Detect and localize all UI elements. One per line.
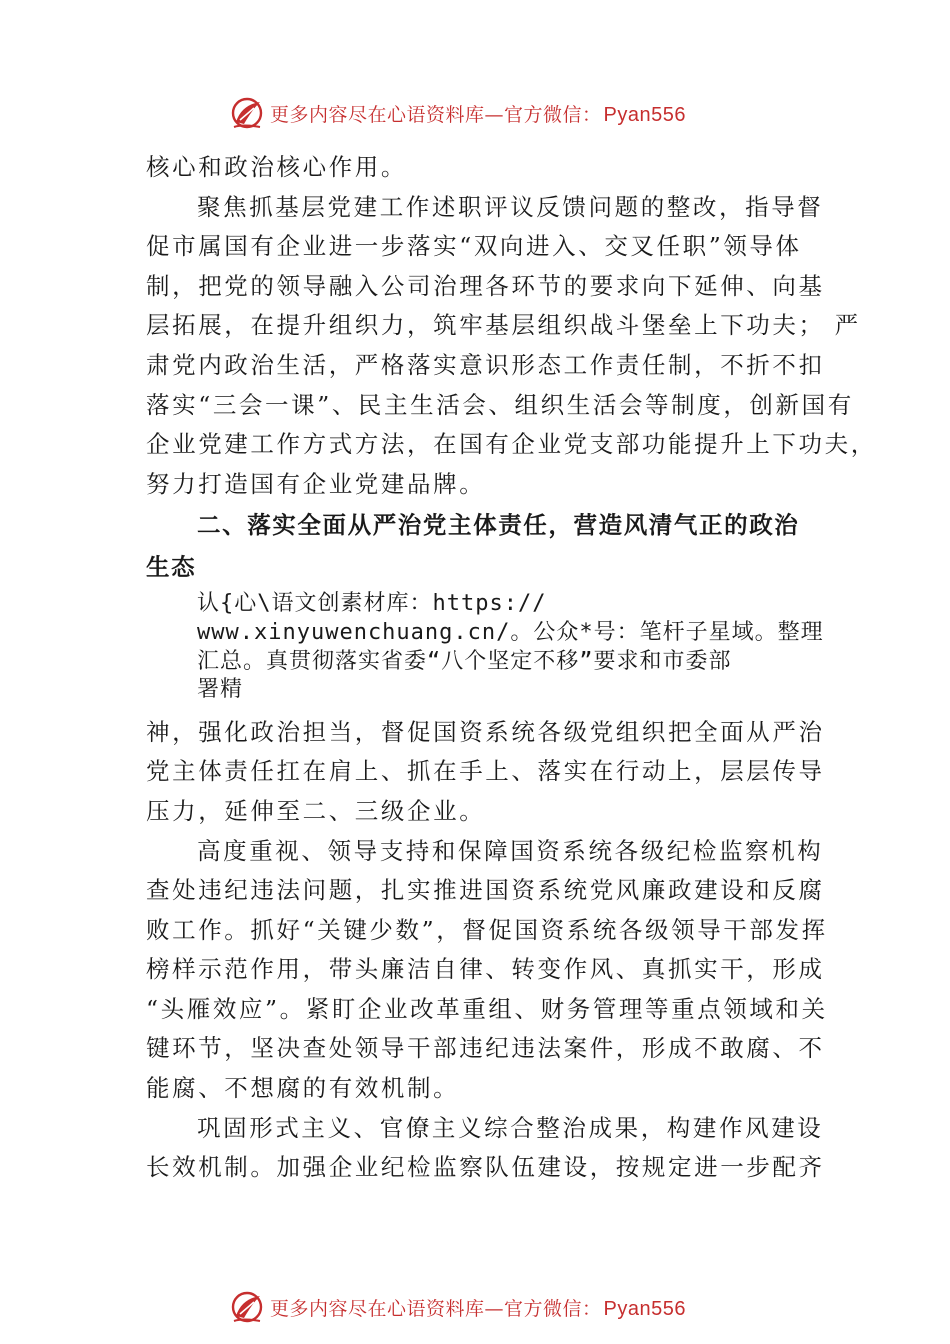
mono-line: 署精 [197, 677, 244, 703]
banner-label: 官方微信： [504, 103, 602, 126]
text-line: 促市属国有企业进一步落实“双向进入、交叉任职”领导体 [146, 232, 802, 261]
document-body [146, 148, 877, 1188]
text-line: 肃党内政治生活，严格落实意识形态工作责任制，不折不扣 [146, 350, 825, 379]
banner-text-group [270, 100, 686, 127]
text-line: 党主体责任扛在肩上、抓在手上、落实在行动上，层层传导 [146, 757, 825, 786]
paragraph-1 [146, 148, 816, 188]
text-line: 层拓展，在提升组织力，筑牢基层组织战斗堡垒上下功夫； 严 [146, 311, 861, 340]
heading-line: 生态 [146, 553, 197, 582]
book-logo-icon [230, 96, 266, 130]
text-line: 键环节，坚决查处领导干部违纪违法案件，形成不敢腐、不 [146, 1034, 825, 1063]
paragraph-4 [146, 832, 828, 1109]
banner-separator: — [484, 1297, 505, 1320]
footer-banner [230, 1290, 686, 1324]
paragraph-5 [146, 1109, 825, 1188]
text-line: 高度重视、领导支持和保障国资系统各级纪检监察机构 [197, 836, 824, 865]
text-line: 长效机制。加强企业纪检监察队伍建设，按规定进一步配齐 [146, 1153, 825, 1182]
mono-line: 汇总。真贯彻落实省委“八个坚定不移”要求和市委部 [197, 648, 732, 674]
text-line: 努力打造国有企业党建品牌。 [146, 469, 486, 498]
banner-wechat-id: Pyan556 [603, 103, 686, 126]
inserted-watermark-text [146, 590, 824, 704]
text-line: 败工作。抓好“关键少数”，督促国资系统各级领导干部发挥 [146, 915, 828, 944]
text-line: 巩固形式主义、官僚主义综合整治成果，构建作风建设 [197, 1113, 824, 1142]
text-line: 核心和政治核心作用。 [146, 153, 407, 181]
banner-label: 官方微信： [504, 1297, 602, 1320]
mono-line: www.xinyuwenchuang.cn/。公众*号：笔杆子星域。整理 [197, 619, 824, 645]
book-logo-icon [230, 1290, 266, 1324]
heading-line: 二、落实全面从严治党主体责任，营造风清气正的政治 [197, 511, 800, 540]
banner-text: 更多内容尽在心语资料库 [270, 1297, 485, 1320]
text-line: 制，把党的领导融入公司治理各环节的要求向下延伸、向基 [146, 271, 825, 300]
text-line: 聚焦抓基层党建工作述职评议反馈问题的整改，指导督 [197, 192, 824, 221]
text-line: 榜样示范作用，带头廉洁自律、转变作风、真抓实干，形成 [146, 955, 825, 984]
section-heading [146, 504, 816, 588]
mono-line: 认{心\语文创素材库：https:// [197, 591, 547, 617]
text-line: 压力，延伸至二、三级企业。 [146, 796, 486, 825]
banner-text: 更多内容尽在心语资料库 [270, 103, 485, 126]
text-line: 落实“三会一课”、民主生活会、组织生活会等制度，创新国有 [146, 390, 854, 419]
banner-wechat-id: Pyan556 [603, 1297, 686, 1320]
text-line: 神，强化政治担当，督促国资系统各级党组织把全面从严治 [146, 717, 825, 746]
paragraph-3 [146, 713, 825, 832]
banner-separator: — [484, 103, 505, 126]
text-line: 企业党建工作方式方法，在国有企业党支部功能提升上下功夫， [146, 430, 877, 459]
text-line: “头雁效应”。紧盯企业改革重组、财务管理等重点领域和关 [146, 994, 828, 1023]
banner-text-group [270, 1294, 686, 1321]
paragraph-2 [146, 188, 877, 505]
text-line: 能腐、不想腐的有效机制。 [146, 1074, 460, 1103]
text-line: 查处违纪违法问题，扎实推进国资系统党风廉政建设和反腐 [146, 876, 825, 905]
header-banner [230, 96, 686, 130]
